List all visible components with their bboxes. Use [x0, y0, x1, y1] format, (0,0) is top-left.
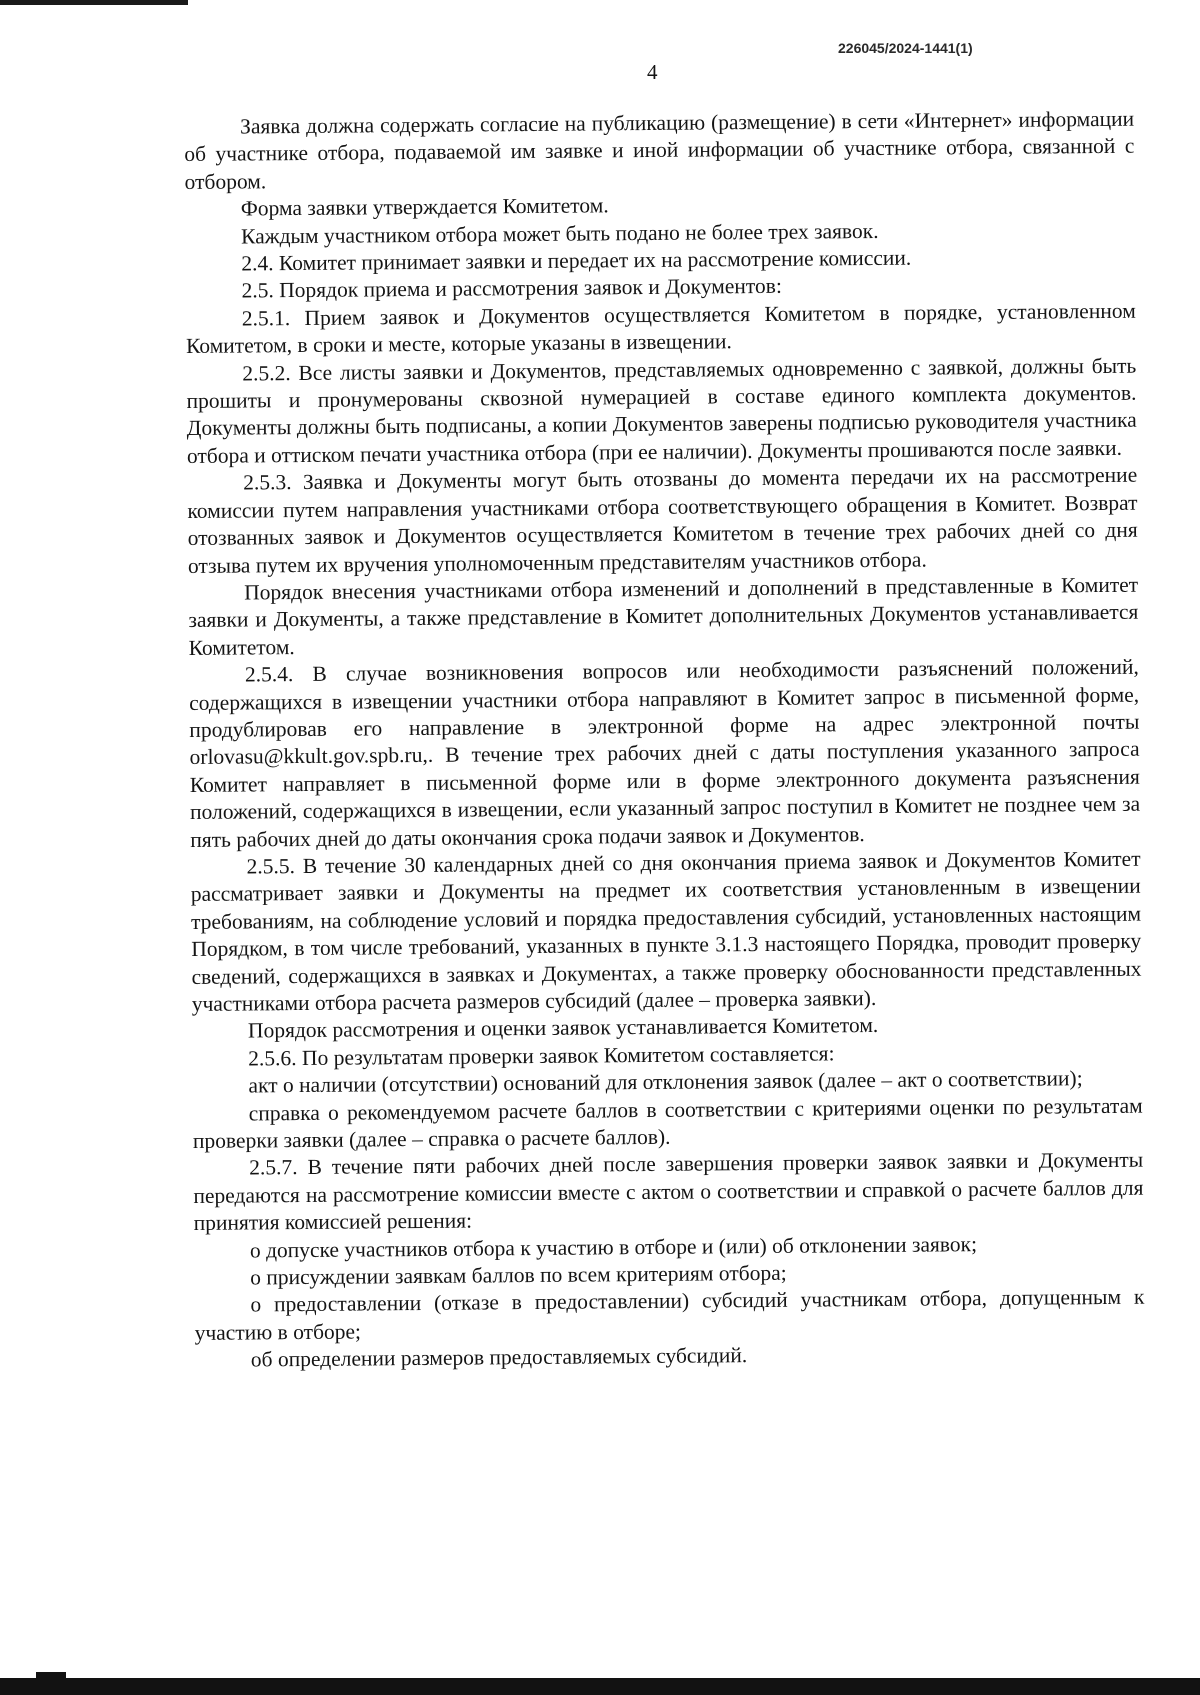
paragraph-subsidy-decision: о предоставлении (отказе в предоставлении) субсидий участникам отбора, допущенным к участию в отборе;	[194, 1285, 1145, 1345]
scan-bottom-edge-mark	[0, 1678, 1200, 1695]
paragraph-2-4: 2.4. Комитет принимает заявки и передает их на рассмотрение комиссии.	[241, 245, 912, 276]
paragraph-scoring-decision: о присуждении заявкам баллов по всем критериям отбора;	[250, 1260, 787, 1290]
paragraph-evaluation-procedure: Порядок рассмотрения и оценки заявок устанавливается Комитетом.	[247, 1013, 879, 1043]
paragraph-compliance-act: акт о наличии (отсутствии) оснований для отклонения заявок (далее – акт о соответствии);	[248, 1066, 1083, 1098]
page-number: 4	[647, 60, 658, 84]
paragraph-subsidy-amount: об определении размеров предоставляемых субсидий.	[250, 1343, 748, 1372]
document-registration-number: 226045/2024-1441(1)	[838, 40, 973, 56]
paragraph-2-5-3: 2.5.3. Заявка и Документы могут быть отозваны до момента передачи их на рассмотрение комиссии путем направления участниками отбора соответствующего обращения в Комитет. Возврат отозванных заявок и Документов осуществляется Комитетом в течение трех рабочих дней со дня отзыва путем их вручения уполномоченным представителям участников отбора.	[187, 462, 1138, 578]
paragraph-consent-publication: Заявка должна содержать согласие на публикацию (размещение) в сети «Интернет» информации об участнике отбора, подаваемой им заявке и иной информации об участнике отбора, связанной с отбором.	[184, 106, 1135, 194]
paragraph-score-certificate: справка о рекомендуемом расчете баллов в соответствии с критериями оценки по результатам проверки заявки (далее – справка о расчете баллов).	[192, 1093, 1143, 1153]
paragraph-2-5-1: 2.5.1. Прием заявок и Документов осуществляется Комитетом в порядке, установленном Комитетом, в сроки и месте, которые указаны в извещении.	[185, 298, 1136, 359]
document-body	[184, 106, 1145, 1375]
paragraph-2-5-5: 2.5.5. В течение 30 календарных дней со дня окончания приема заявок и Документов Комитет рассматривает заявки и Документы на предмет их соответствия установленным в извещении требованиям, на соблюдение условий и порядка предоставления субсидий, установленных настоящим Порядком, в том числе требований, указанных в пункте 3.1.3 настоящего Порядка, проводит проверку сведений, содержащихся в заявках и Документах, а также проверку обоснованности представленных участниками отбора расчета размеров субсидий (далее – проверка заявки).	[190, 846, 1142, 1016]
paragraph-amendment-procedure: Порядок внесения участниками отбора изменений и дополнений в представленные в Комитет заявки и Документы, а также представление в Комитет дополнительных Документов устанавливается Комитетом.	[188, 572, 1139, 660]
paragraph-application-form: Форма заявки утверждается Комитетом.	[240, 193, 609, 221]
paragraph-2-5-6: 2.5.6. По результатам проверки заявок Комитетом составляется:	[248, 1041, 835, 1071]
paragraph-admission-decision: о допуске участников отбора к участию в отборе и (или) об отклонении заявок;	[249, 1231, 978, 1263]
paragraph-2-5-7: 2.5.7. В течение пяти рабочих дней после завершения проверки заявок заявки и Документы передаются на рассмотрение комиссии вместе с актом о соответствии и справкой о расчете баллов для принятия комиссией решения:	[193, 1148, 1144, 1236]
paragraph-2-5-2: 2.5.2. Все листы заявки и Документов, представляемых одновременно с заявкой, должны быть прошиты и пронумерованы сквозной нумерацией в составе единого комплекта документов. Документы должны быть подписаны, а копии Документов заверены подписью руководителя участника отбора и оттиском печати участника отбора (при ее наличии). Документы прошиваются после заявки.	[186, 353, 1137, 468]
paragraph-2-5-4: 2.5.4. В случае возникновения вопросов или необходимости разъяснений положений, содержащихся в извещении участники отбора направляют в Комитет запрос в письменной форме, продублировав его направление в электронной форме на адрес электронной почты orlovasu@kkult.gov.spb.ru,. В течение трех рабочих дней с даты поступления указанного запроса Комитет направляет в письменной форме или в форме электронного документа разъяснения положений, содержащихся в извещении, если указанный запрос поступил в Комитет не позднее чем за пять рабочих дней до даты окончания срока подачи заявок и Документов.	[189, 654, 1141, 852]
paragraph-application-limit: Каждым участником отбора может быть подано не более трех заявок.	[240, 218, 879, 249]
scan-top-edge-mark	[0, 0, 188, 5]
paragraph-2-5: 2.5. Порядок приема и рассмотрения заявок и Документов:	[241, 274, 782, 303]
